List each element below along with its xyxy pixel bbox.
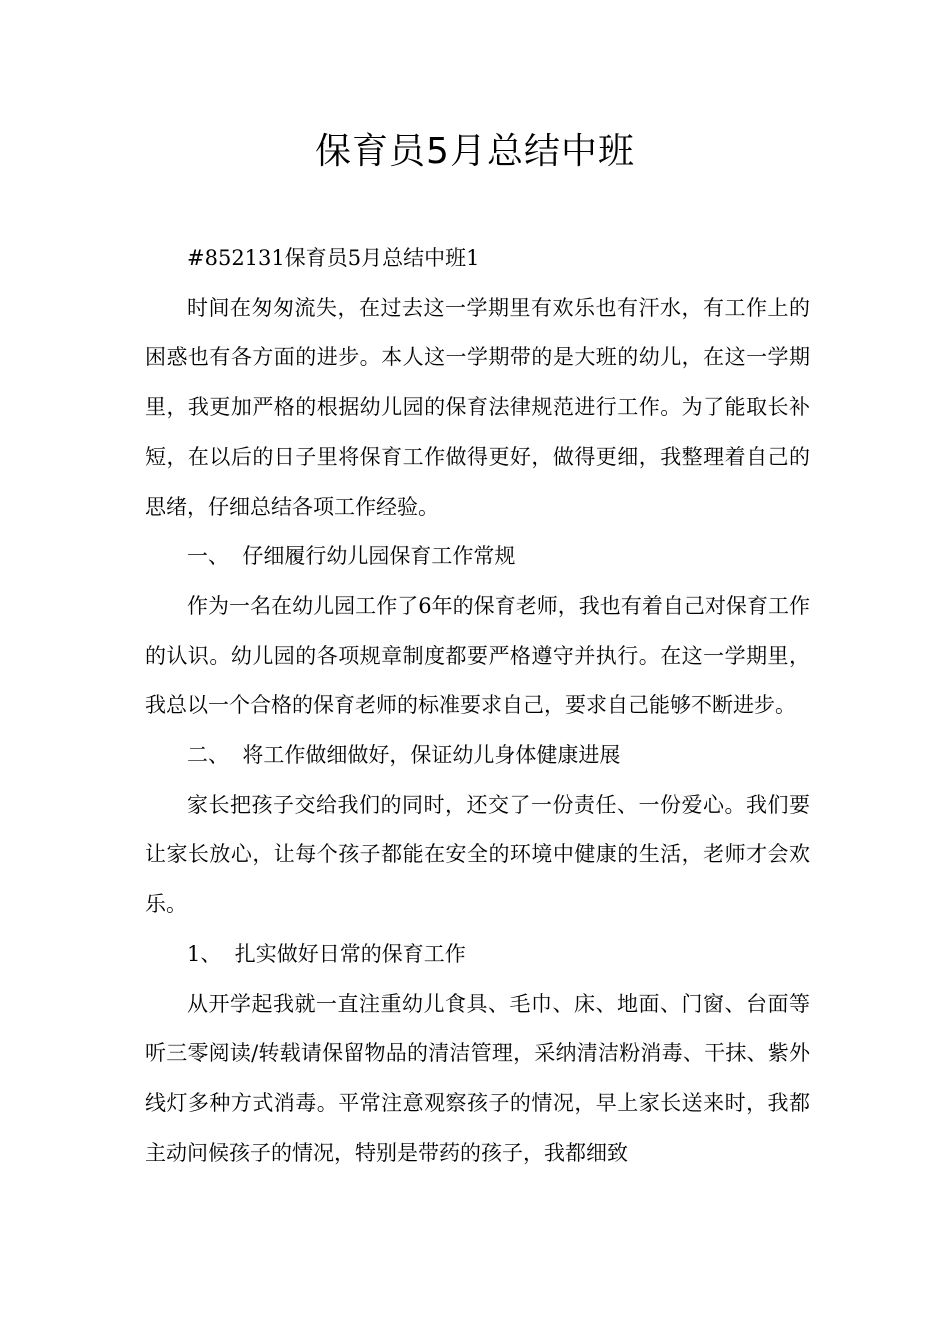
document-body [145,234,810,1178]
paragraph-subsection-1: 从开学起我就一直注重幼儿食具、毛巾、床、地面、门窗、台面等听三零阅读/转载请保留物品的清洁管理，采纳清洁粉消毒、干抹、紫外线灯多种方式消毒。平常注意观察孩子的情况，早上家长送来时，我都主动问候孩子的情况，特别是带药的孩子，我都细致 [145,991,810,1165]
section-heading-1: 一、 仔细履行幼儿园保育工作常规 [187,544,516,569]
document-title: 保育员5月总结中班 [315,131,635,172]
section-heading-2: 二、 将工作做细做好，保证幼儿身体健康进展 [187,743,621,768]
paragraph-section-2: 家长把孩子交给我们的同时，还交了一份责任、一份爱心。我们要让家长放心，让每个孩子都能在安全的环境中健康的生活，老师才会欢乐。 [145,792,810,917]
paragraph-section-1: 作为一名在幼儿园工作了6年的保育老师，我也有着自己对保育工作的认识。幼儿园的各项规章制度都要严格遵守并执行。在这一学期里，我总以一个合格的保育老师的标准要求自己，要求自己能够不断进步。 [145,593,810,718]
paragraph-intro: 时间在匆匆流失，在过去这一学期里有欢乐也有汗水，有工作上的困惑也有各方面的进步。本人这一学期带的是大班的幼儿，在这一学期里，我更加严格的根据幼儿园的保育法律规范进行工作。为了能取长补短，在以后的日子里将保育工作做得更好，做得更细，我整理着自己的思绪，仔细总结各项工作经验。 [145,295,810,519]
subsection-heading-1: 1、 扎实做好日常的保育工作 [187,941,466,966]
document-subtitle: #852131保育员5月总结中班1 [187,246,480,270]
